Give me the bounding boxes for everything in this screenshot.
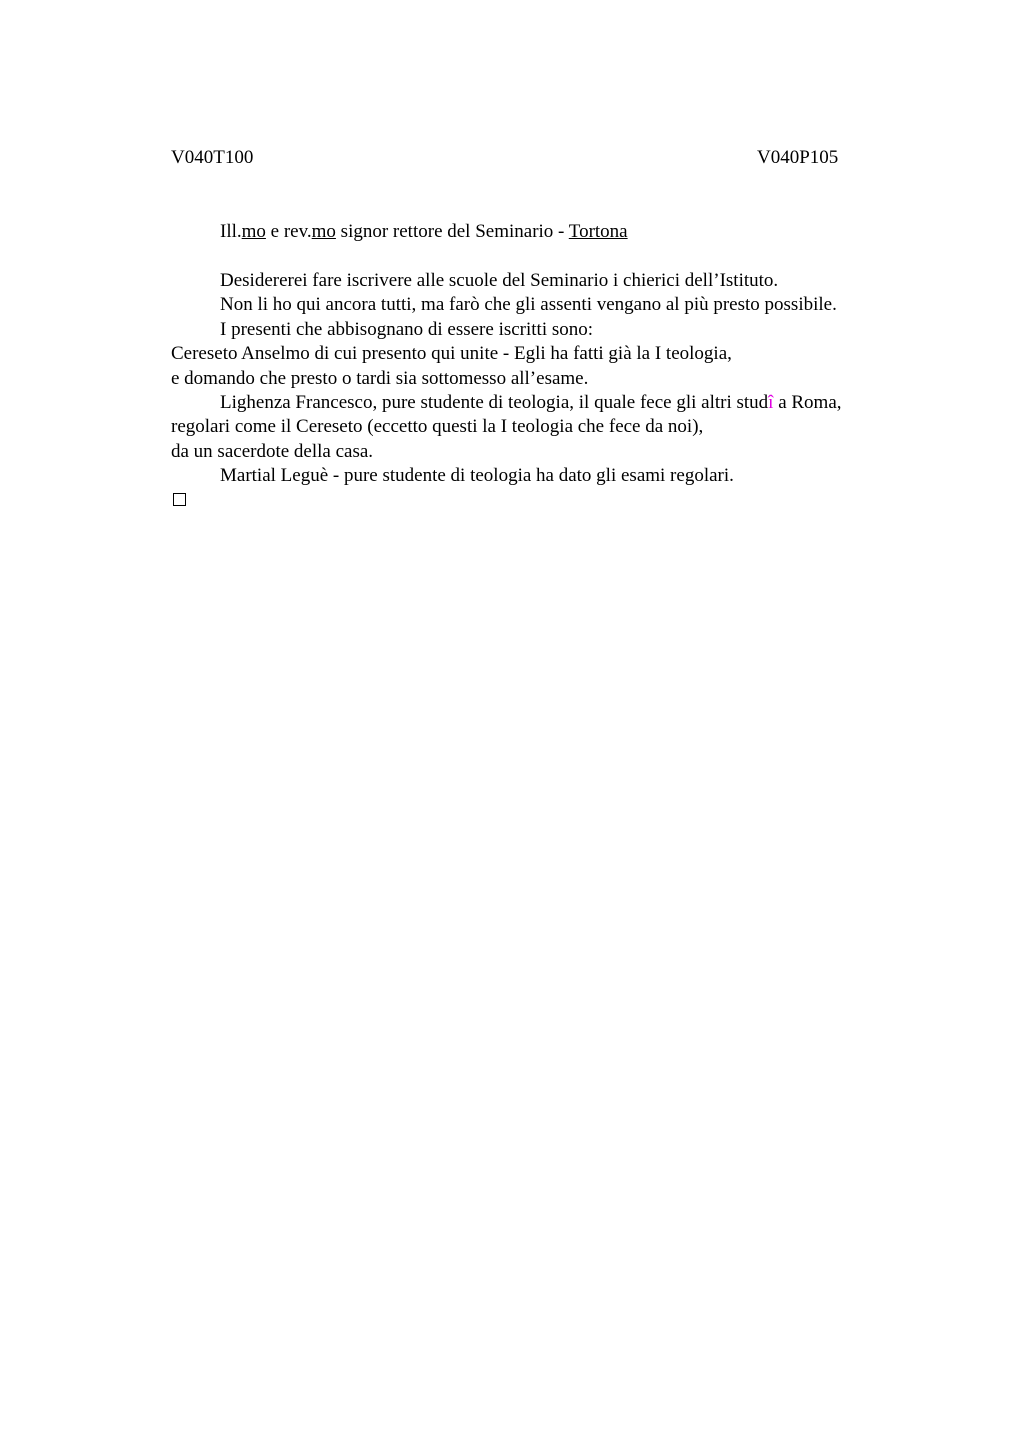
document-code-left: V040T100 (171, 147, 254, 168)
body-line-6-end: a Roma, (773, 391, 842, 413)
body-line-7: regolari come il Cereseto (eccetto questi la I teologia che fece da noi), (171, 416, 704, 438)
address-mo-2: mo (311, 221, 336, 242)
address-middle: signor rettore del Seminario - (335, 221, 569, 242)
highlighted-character: î (768, 391, 774, 413)
body-line-8: da un sacerdote della casa. (171, 440, 374, 462)
address-e-rev: e rev. (265, 221, 312, 242)
document-code-right: V040P105 (757, 147, 839, 168)
body-line-2: Non li ho qui ancora tutti, ma farò che gli assenti vengano al più presto possibile. (220, 294, 837, 316)
body-line-1: Desidererei fare iscrivere alle scuole del Seminario i chierici dell’Istituto. (220, 270, 779, 291)
body-line-3: I presenti che abbisognano di essere iscritti sono: (220, 318, 594, 340)
body-line-4: Cereseto Anselmo di cui presento qui unite - Egli ha fatti già la I teologia, (171, 343, 732, 365)
body-line-9: Martial Leguè - pure studente di teologia ha dato gli esami regolari. (220, 465, 734, 487)
address-ill: Ill. (220, 221, 242, 242)
body-line-6-start: Lighenza Francesco, pure studente di teologia, il quale fece gli altri stud (220, 391, 769, 413)
address-mo-1: mo (241, 221, 266, 242)
address-city: Tortona (568, 221, 628, 242)
letter-body (171, 269, 931, 489)
address-line (220, 220, 628, 244)
body-line-5: e domando che presto o tardi sia sottomesso all’esame. (171, 367, 589, 389)
empty-square-icon (173, 493, 186, 506)
body-line-6 (171, 391, 931, 415)
